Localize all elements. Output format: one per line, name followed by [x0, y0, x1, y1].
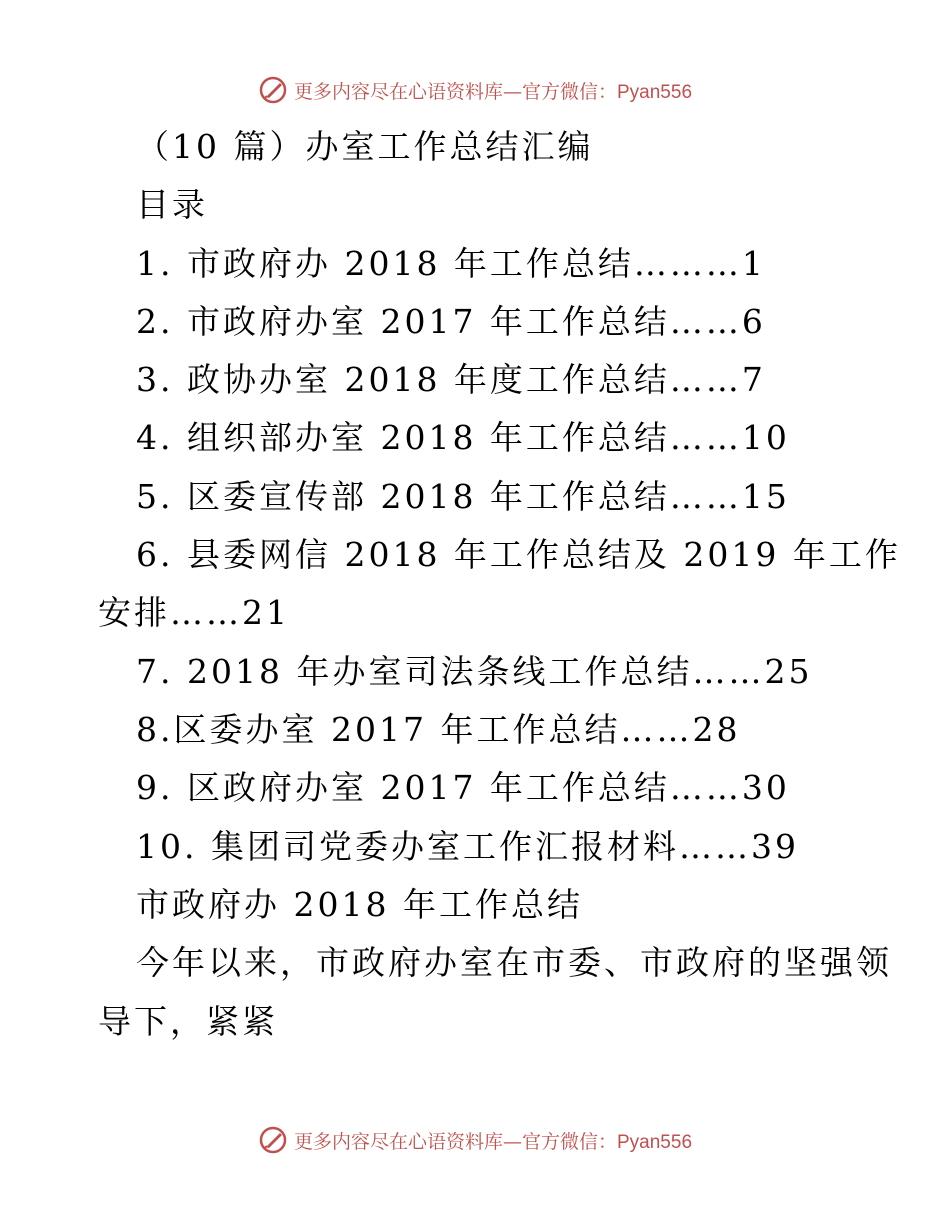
watermark-text: 更多内容尽在心语资料库—官方微信：Pyan556 — [293, 1130, 693, 1153]
toc-entry: 10. 集团司党委办室工作汇报材料……39 — [136, 827, 799, 866]
toc-entry: 2. 市政府办室 2017 年工作总结……6 — [136, 302, 766, 341]
body-paragraph-line: 今年以来，市政府办室在市委、市政府的坚强领 — [136, 943, 892, 982]
footer-watermark — [0, 1120, 950, 1160]
toc-entry: 7. 2018 年办室司法条线工作总结……25 — [136, 652, 813, 691]
section-heading: 市政府办 2018 年工作总结 — [136, 885, 583, 924]
document-title: （10 篇）办室工作总结汇编 — [136, 127, 594, 166]
toc-entry: 9. 区政府办室 2017 年工作总结……30 — [136, 768, 790, 807]
toc-entry: 5. 区委宣传部 2018 年工作总结……15 — [136, 477, 790, 516]
toc-entry: 8.区委办室 2017 年工作总结……28 — [136, 710, 741, 749]
toc-entry-continuation: 安排……21 — [98, 593, 290, 632]
quill-logo-icon — [258, 75, 288, 105]
toc-entry: 3. 政协办室 2018 年度工作总结……7 — [136, 360, 766, 399]
header-watermark — [0, 70, 950, 110]
toc-entry: 4. 组织部办室 2018 年工作总结……10 — [136, 418, 790, 457]
toc-entry: 1. 市政府办 2018 年工作总结………1 — [136, 244, 766, 283]
watermark-text: 更多内容尽在心语资料库—官方微信：Pyan556 — [293, 80, 693, 103]
quill-logo-icon — [258, 1125, 288, 1155]
toc-entry: 6. 县委网信 2018 年工作总结及 2019 年工作 — [136, 535, 901, 574]
body-paragraph-line: 导下，紧紧 — [98, 1002, 278, 1041]
toc-heading: 目录 — [136, 185, 208, 224]
